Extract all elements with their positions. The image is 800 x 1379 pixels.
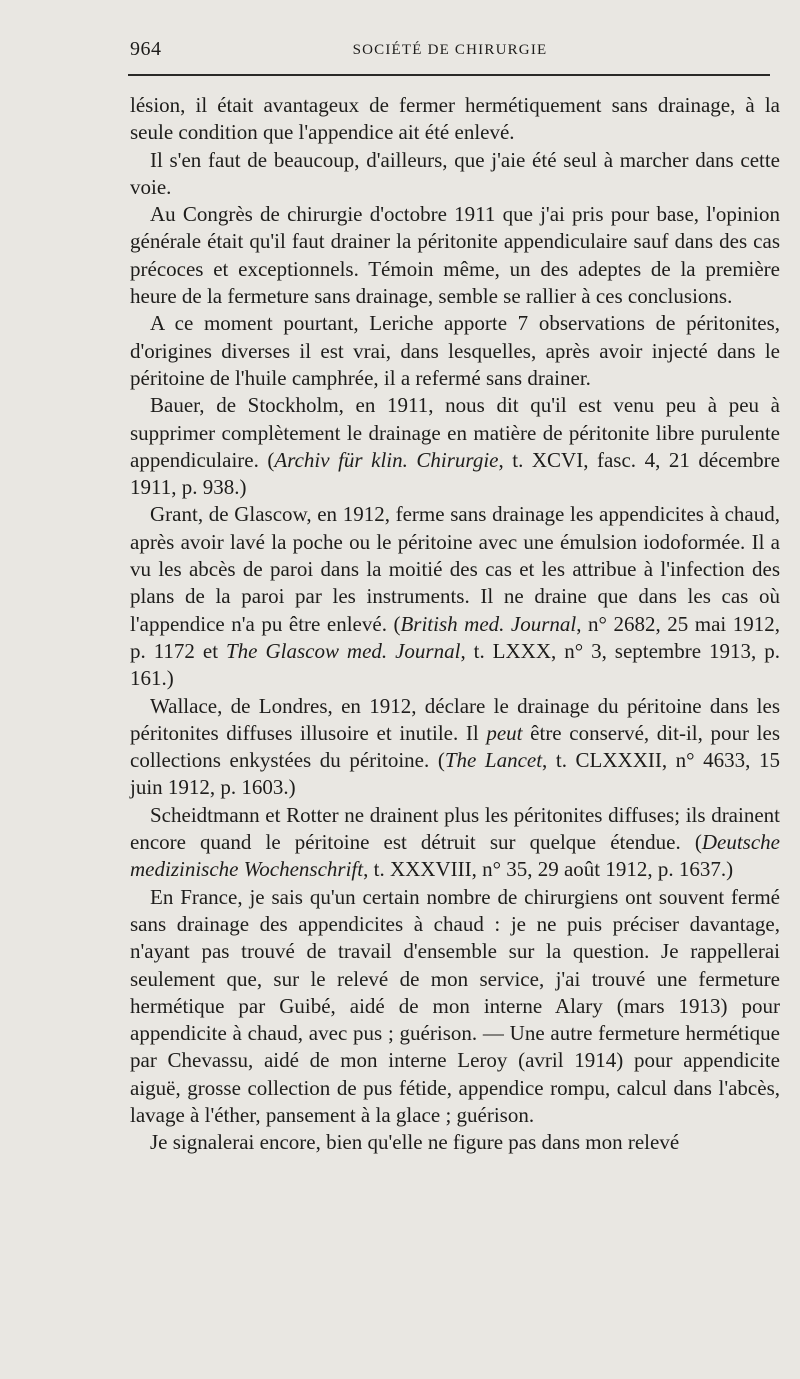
text-run: A ce moment pourtant, Leriche apporte 7 observations de péritonites, d'origines diverses il est vrai, dans lesquelles, après avoir injecté dans le péritoine de l'huile camphrée, il a refermé sans drainer.: [130, 311, 780, 390]
text-run: Il s'en faut de beaucoup, d'ailleurs, que j'aie été seul à marcher dans cette voie.: [130, 147, 780, 199]
text-run: Bauer, de Stockholm, en 1911, nous dit qu'il est venu peu à peu à supprimer complètement le drainage en matière de péritonite libre purulente appendiculaire. (: [130, 393, 780, 472]
paragraph: [130, 884, 780, 1130]
running-head: SOCIÉTÉ DE CHIRURGIE: [352, 42, 548, 58]
page-number: 964: [130, 38, 162, 60]
header-rule: [128, 74, 770, 76]
paragraph: [130, 310, 780, 392]
text-run: , n° 2682, 25 mai 1912, p. 1172 et: [130, 611, 781, 663]
paragraph: [130, 693, 780, 802]
text-run: Scheidtmann et Rotter ne drainent plus les péritonites diffuses; ils drainent encore quand le péritoine est détruit sur quelque étendue. (: [130, 802, 780, 855]
text-run: Wallace, de Londres, en 1912, déclare le drainage du péritoine dans les péritonites diffuses illusoire et inutile. Il: [130, 693, 780, 745]
text-run: , t. XCVI, fasc. 4, 21 décembre 1911, p. 938.): [130, 447, 780, 500]
italic-citation: Deutsche medizinische Wochenschrift: [130, 830, 780, 882]
body-text: [130, 92, 780, 1157]
italic-citation: British med. Journal: [400, 611, 577, 636]
text-run: Au Congrès de chirurgie d'octobre 1911 que j'ai pris pour base, l'opinion générale était qu'il faut drainer la péritonite appendiculaire sauf dans des cas précoces et exceptionnels. Témoin même, un des adeptes de la première heure de la fermeture sans drainage, semble se rallier à ces conclusions.: [130, 202, 780, 309]
text-run: , t. XXXVIII, n° 35, 29 août 1912, p. 1637.): [363, 857, 734, 882]
italic-citation: The Glascow med. Journal: [226, 638, 461, 663]
text-run: lésion, il était avantageux de fermer hermétiquement sans drainage, à la seule condition que l'appendice ait été enlevé.: [130, 93, 780, 145]
paragraph: [130, 501, 780, 692]
text-run: Grant, de Glascow, en 1912, ferme sans drainage les appendicites à chaud, après avoir lavé la poche ou le péritoine avec une émulsion iodoformée. Il a vu les abcès de paroi dans la moitié des cas et les attribue à l'infection des plans de la paroi par les instruments. Il ne draine que dans les cas où l'appendice n'a pu être enlevé. (: [130, 502, 780, 636]
italic-citation: The Lancet: [444, 748, 543, 773]
text-run: être conservé, dit-il, pour les collections enkystées du péritoine. (: [130, 720, 781, 773]
paragraph: [130, 147, 780, 202]
paragraph: [130, 802, 780, 884]
italic-citation: Archiv für klin. Chirurgie: [274, 447, 499, 472]
text-run: , t. LXXX, n° 3, septembre 1913, p. 161.): [130, 638, 780, 691]
page-header: [130, 34, 770, 64]
paragraph: [130, 392, 780, 501]
text-run: , t. CLXXXII, n° 4633, 15 juin 1912, p. 1603.): [130, 748, 780, 800]
paragraph: [130, 92, 780, 147]
paragraph: [130, 201, 780, 310]
text-run: En France, je sais qu'un certain nombre de chirurgiens ont souvent fermé sans drainage des appendicites à chaud : je ne puis préciser davantage, n'ayant pas trouvé de travail d'ensemble sur la question. Je rappellerai seulement que, sur le relevé de mon service, j'ai trouvé une fermeture hermétique par Guibé, aidé de mon interne Alary (mars 1913) pour appendicite à chaud, avec pus ; guérison. — Une autre fermeture hermétique par Chevassu, aidé de mon interne Leroy (avril 1914) pour appendicite aiguë, grosse collection de pus fétide, appendice rompu, calcul dans l'abcès, lavage à l'éther, pansement à la glace ; guérison.: [130, 884, 780, 1127]
italic-citation: peut: [486, 720, 523, 745]
paragraph: [130, 1129, 780, 1156]
text-run: Je signalerai encore, bien qu'elle ne figure pas dans mon relevé: [150, 1130, 680, 1155]
